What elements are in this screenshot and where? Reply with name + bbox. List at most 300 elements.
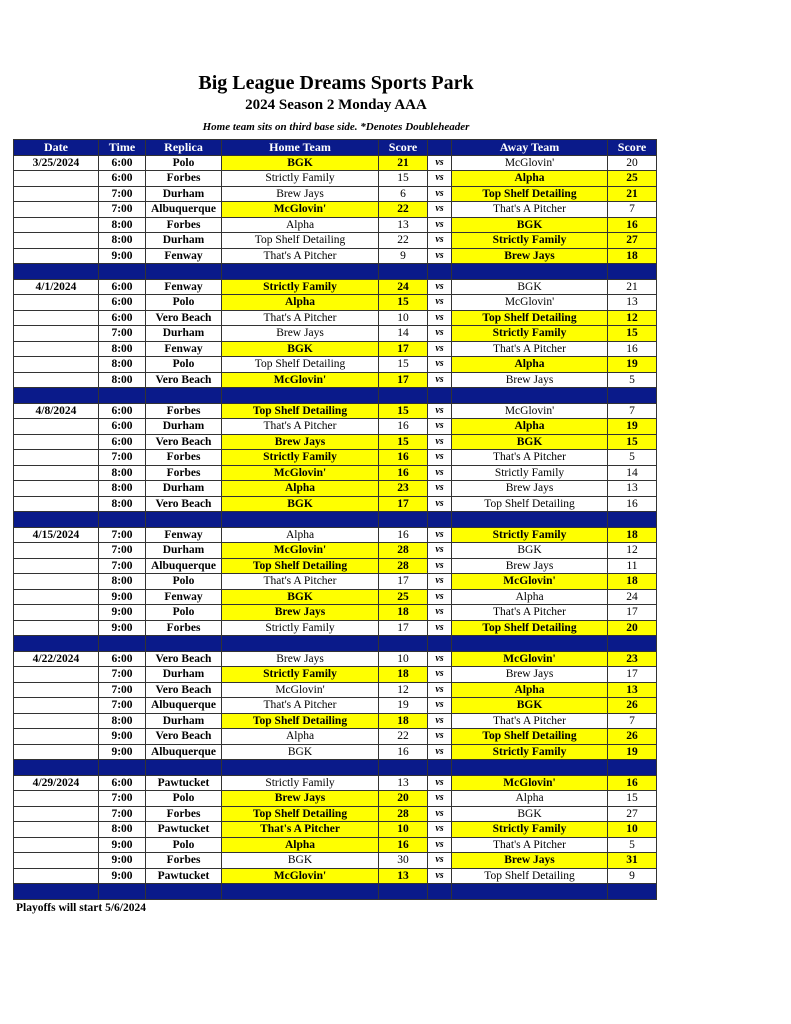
vs-cell: vs (428, 527, 452, 543)
home-team-cell: McGlovin' (222, 465, 379, 481)
home-team-cell: McGlovin' (222, 868, 379, 884)
home-score-cell: 18 (379, 667, 428, 683)
home-team-cell: Strictly Family (222, 450, 379, 466)
separator-cell (14, 636, 99, 652)
header-row (14, 140, 657, 156)
game-row (14, 326, 657, 342)
home-score-cell: 23 (379, 481, 428, 497)
schedule-note: Home team sits on third base side. *Denotes Doubleheader (202, 121, 470, 133)
home-score-cell: 30 (379, 853, 428, 869)
game-row (14, 667, 657, 683)
replica-field-cell: Fenway (146, 248, 222, 264)
vs-cell: vs (428, 496, 452, 512)
header-replica: Replica (146, 140, 222, 156)
date-cell (14, 729, 99, 745)
home-team-cell: That's A Pitcher (222, 248, 379, 264)
away-team-cell: Top Shelf Detailing (452, 729, 608, 745)
away-score-cell: 26 (608, 698, 657, 714)
vs-cell: vs (428, 248, 452, 264)
game-row (14, 651, 657, 667)
time-cell: 7:00 (99, 527, 146, 543)
away-team-cell: Alpha (452, 589, 608, 605)
vs-cell: vs (428, 186, 452, 202)
game-row (14, 186, 657, 202)
time-cell: 8:00 (99, 822, 146, 838)
home-team-cell: McGlovin' (222, 372, 379, 388)
time-cell: 6:00 (99, 155, 146, 171)
away-score-cell: 14 (608, 465, 657, 481)
time-cell: 9:00 (99, 868, 146, 884)
away-team-cell: McGlovin' (452, 295, 608, 311)
separator-cell (14, 884, 99, 900)
date-cell: 4/1/2024 (14, 279, 99, 295)
separator-cell (452, 760, 608, 776)
away-team-cell: Top Shelf Detailing (452, 496, 608, 512)
date-cell (14, 450, 99, 466)
separator-cell (99, 760, 146, 776)
time-cell: 9:00 (99, 605, 146, 621)
vs-cell: vs (428, 713, 452, 729)
vs-cell: vs (428, 698, 452, 714)
replica-field-cell: Forbes (146, 403, 222, 419)
replica-field-cell: Durham (146, 233, 222, 249)
away-team-cell: Brew Jays (452, 667, 608, 683)
separator-cell (99, 636, 146, 652)
date-cell (14, 310, 99, 326)
game-row (14, 822, 657, 838)
game-row (14, 450, 657, 466)
away-score-cell: 7 (608, 403, 657, 419)
game-row (14, 605, 657, 621)
replica-field-cell: Albuquerque (146, 202, 222, 218)
away-team-cell: Strictly Family (452, 744, 608, 760)
home-team-cell: McGlovin' (222, 202, 379, 218)
away-score-cell: 19 (608, 419, 657, 435)
date-cell (14, 868, 99, 884)
away-score-cell: 18 (608, 574, 657, 590)
away-team-cell: Brew Jays (452, 481, 608, 497)
time-cell: 7:00 (99, 558, 146, 574)
replica-field-cell: Polo (146, 357, 222, 373)
away-score-cell: 11 (608, 558, 657, 574)
game-row (14, 744, 657, 760)
vs-cell: vs (428, 775, 452, 791)
time-cell: 6:00 (99, 295, 146, 311)
week-separator (14, 636, 657, 652)
home-score-cell: 14 (379, 326, 428, 342)
away-score-cell: 24 (608, 589, 657, 605)
vs-cell: vs (428, 791, 452, 807)
vs-cell: vs (428, 372, 452, 388)
away-score-cell: 21 (608, 279, 657, 295)
date-cell (14, 465, 99, 481)
time-cell: 8:00 (99, 217, 146, 233)
separator-cell (452, 884, 608, 900)
away-score-cell: 31 (608, 853, 657, 869)
date-cell (14, 620, 99, 636)
game-row (14, 853, 657, 869)
home-score-cell: 15 (379, 357, 428, 373)
date-cell (14, 217, 99, 233)
date-cell (14, 341, 99, 357)
game-row (14, 155, 657, 171)
away-team-cell: McGlovin' (452, 574, 608, 590)
separator-cell (99, 388, 146, 404)
header-date: Date (14, 140, 99, 156)
away-team-cell: Top Shelf Detailing (452, 868, 608, 884)
away-team-cell: McGlovin' (452, 155, 608, 171)
separator-cell (379, 636, 428, 652)
date-cell (14, 295, 99, 311)
replica-field-cell: Forbes (146, 465, 222, 481)
home-score-cell: 24 (379, 279, 428, 295)
time-cell: 7:00 (99, 450, 146, 466)
game-row (14, 202, 657, 218)
vs-cell: vs (428, 202, 452, 218)
replica-field-cell: Durham (146, 713, 222, 729)
vs-cell: vs (428, 682, 452, 698)
time-cell: 9:00 (99, 744, 146, 760)
date-cell (14, 434, 99, 450)
replica-field-cell: Durham (146, 419, 222, 435)
home-score-cell: 13 (379, 868, 428, 884)
away-score-cell: 21 (608, 186, 657, 202)
home-score-cell: 16 (379, 837, 428, 853)
away-score-cell: 23 (608, 651, 657, 667)
separator-cell (222, 760, 379, 776)
vs-cell: vs (428, 326, 452, 342)
home-score-cell: 16 (379, 450, 428, 466)
home-score-cell: 28 (379, 806, 428, 822)
game-row (14, 698, 657, 714)
away-team-cell: Top Shelf Detailing (452, 186, 608, 202)
home-score-cell: 25 (379, 589, 428, 605)
time-cell: 7:00 (99, 667, 146, 683)
away-team-cell: Strictly Family (452, 465, 608, 481)
replica-field-cell: Polo (146, 295, 222, 311)
separator-cell (452, 388, 608, 404)
vs-cell: vs (428, 822, 452, 838)
replica-field-cell: Polo (146, 155, 222, 171)
time-cell: 8:00 (99, 713, 146, 729)
time-cell: 7:00 (99, 202, 146, 218)
time-cell: 6:00 (99, 651, 146, 667)
game-row (14, 419, 657, 435)
vs-cell: vs (428, 419, 452, 435)
home-team-cell: Top Shelf Detailing (222, 403, 379, 419)
separator-cell (14, 264, 99, 280)
away-score-cell: 15 (608, 791, 657, 807)
vs-cell: vs (428, 667, 452, 683)
home-team-cell: Top Shelf Detailing (222, 713, 379, 729)
home-score-cell: 17 (379, 372, 428, 388)
time-cell: 8:00 (99, 465, 146, 481)
vs-cell: vs (428, 651, 452, 667)
away-score-cell: 27 (608, 806, 657, 822)
date-cell (14, 837, 99, 853)
date-cell (14, 667, 99, 683)
home-score-cell: 19 (379, 698, 428, 714)
home-team-cell: That's A Pitcher (222, 310, 379, 326)
home-team-cell: That's A Pitcher (222, 419, 379, 435)
away-score-cell: 16 (608, 496, 657, 512)
home-team-cell: BGK (222, 589, 379, 605)
home-score-cell: 15 (379, 434, 428, 450)
separator-cell (379, 760, 428, 776)
playoffs-note: Playoffs will start 5/6/2024 (16, 902, 146, 914)
game-row (14, 729, 657, 745)
time-cell: 6:00 (99, 775, 146, 791)
home-score-cell: 10 (379, 822, 428, 838)
home-team-cell: Brew Jays (222, 791, 379, 807)
game-row (14, 310, 657, 326)
time-cell: 8:00 (99, 233, 146, 249)
home-team-cell: Top Shelf Detailing (222, 233, 379, 249)
page-subtitle: 2024 Season 2 Monday AAA (245, 97, 427, 113)
home-score-cell: 16 (379, 744, 428, 760)
separator-cell (99, 884, 146, 900)
home-team-cell: Alpha (222, 729, 379, 745)
away-team-cell: Brew Jays (452, 558, 608, 574)
home-team-cell: That's A Pitcher (222, 574, 379, 590)
date-cell (14, 481, 99, 497)
home-team-cell: Strictly Family (222, 279, 379, 295)
away-team-cell: Top Shelf Detailing (452, 310, 608, 326)
time-cell: 7:00 (99, 698, 146, 714)
replica-field-cell: Durham (146, 326, 222, 342)
home-score-cell: 17 (379, 574, 428, 590)
home-team-cell: Alpha (222, 481, 379, 497)
home-score-cell: 15 (379, 171, 428, 187)
date-cell (14, 605, 99, 621)
separator-cell (222, 636, 379, 652)
away-score-cell: 15 (608, 434, 657, 450)
home-score-cell: 22 (379, 729, 428, 745)
replica-field-cell: Pawtucket (146, 775, 222, 791)
time-cell: 8:00 (99, 341, 146, 357)
week-separator (14, 512, 657, 528)
away-team-cell: Strictly Family (452, 326, 608, 342)
date-cell (14, 186, 99, 202)
separator-cell (428, 512, 452, 528)
vs-cell: vs (428, 217, 452, 233)
away-score-cell: 19 (608, 357, 657, 373)
vs-cell: vs (428, 589, 452, 605)
vs-cell: vs (428, 620, 452, 636)
time-cell: 9:00 (99, 853, 146, 869)
away-team-cell: McGlovin' (452, 651, 608, 667)
away-team-cell: BGK (452, 217, 608, 233)
game-row (14, 217, 657, 233)
date-cell: 4/8/2024 (14, 403, 99, 419)
time-cell: 8:00 (99, 357, 146, 373)
separator-cell (146, 884, 222, 900)
replica-field-cell: Durham (146, 667, 222, 683)
separator-cell (608, 884, 657, 900)
away-score-cell: 16 (608, 217, 657, 233)
home-team-cell: Strictly Family (222, 171, 379, 187)
replica-field-cell: Durham (146, 186, 222, 202)
game-row (14, 574, 657, 590)
game-row (14, 868, 657, 884)
separator-cell (379, 884, 428, 900)
separator-cell (99, 512, 146, 528)
replica-field-cell: Albuquerque (146, 558, 222, 574)
home-team-cell: Brew Jays (222, 605, 379, 621)
replica-field-cell: Fenway (146, 589, 222, 605)
away-score-cell: 17 (608, 667, 657, 683)
home-team-cell: Top Shelf Detailing (222, 558, 379, 574)
vs-cell: vs (428, 434, 452, 450)
game-row (14, 558, 657, 574)
away-score-cell: 7 (608, 202, 657, 218)
vs-cell: vs (428, 295, 452, 311)
separator-cell (146, 760, 222, 776)
away-team-cell: Strictly Family (452, 822, 608, 838)
date-cell (14, 357, 99, 373)
replica-field-cell: Pawtucket (146, 868, 222, 884)
vs-cell: vs (428, 574, 452, 590)
away-team-cell: That's A Pitcher (452, 202, 608, 218)
game-row (14, 434, 657, 450)
date-cell (14, 744, 99, 760)
vs-cell: vs (428, 310, 452, 326)
separator-cell (222, 388, 379, 404)
separator-cell (99, 264, 146, 280)
schedule-table (13, 139, 657, 900)
game-row (14, 481, 657, 497)
home-team-cell: BGK (222, 853, 379, 869)
date-cell (14, 248, 99, 264)
away-score-cell: 9 (608, 868, 657, 884)
game-row (14, 496, 657, 512)
vs-cell: vs (428, 341, 452, 357)
replica-field-cell: Pawtucket (146, 822, 222, 838)
date-cell (14, 574, 99, 590)
separator-cell (608, 512, 657, 528)
vs-cell: vs (428, 279, 452, 295)
vs-cell: vs (428, 806, 452, 822)
separator-cell (14, 512, 99, 528)
home-team-cell: That's A Pitcher (222, 822, 379, 838)
date-cell (14, 698, 99, 714)
separator-cell (146, 512, 222, 528)
game-row (14, 589, 657, 605)
away-team-cell: Alpha (452, 419, 608, 435)
away-team-cell: BGK (452, 806, 608, 822)
date-cell: 4/22/2024 (14, 651, 99, 667)
game-row (14, 372, 657, 388)
date-cell (14, 326, 99, 342)
date-cell: 4/29/2024 (14, 775, 99, 791)
header-time: Time (99, 140, 146, 156)
home-score-cell: 17 (379, 620, 428, 636)
replica-field-cell: Fenway (146, 527, 222, 543)
time-cell: 9:00 (99, 589, 146, 605)
home-team-cell: McGlovin' (222, 543, 379, 559)
separator-cell (146, 388, 222, 404)
game-row (14, 248, 657, 264)
time-cell: 6:00 (99, 434, 146, 450)
vs-cell: vs (428, 450, 452, 466)
separator-cell (452, 512, 608, 528)
game-row (14, 357, 657, 373)
game-row (14, 465, 657, 481)
header-home-score: Score (379, 140, 428, 156)
replica-field-cell: Albuquerque (146, 698, 222, 714)
away-team-cell: Alpha (452, 171, 608, 187)
date-cell (14, 202, 99, 218)
separator-cell (379, 264, 428, 280)
separator-cell (428, 264, 452, 280)
away-score-cell: 12 (608, 543, 657, 559)
time-cell: 9:00 (99, 837, 146, 853)
away-team-cell: BGK (452, 698, 608, 714)
replica-field-cell: Polo (146, 837, 222, 853)
away-team-cell: BGK (452, 279, 608, 295)
time-cell: 6:00 (99, 171, 146, 187)
home-score-cell: 10 (379, 310, 428, 326)
home-team-cell: Brew Jays (222, 326, 379, 342)
time-cell: 8:00 (99, 496, 146, 512)
home-score-cell: 22 (379, 202, 428, 218)
separator-cell (608, 264, 657, 280)
date-cell (14, 806, 99, 822)
home-score-cell: 20 (379, 791, 428, 807)
away-team-cell: McGlovin' (452, 403, 608, 419)
home-score-cell: 28 (379, 543, 428, 559)
away-team-cell: BGK (452, 543, 608, 559)
replica-field-cell: Vero Beach (146, 372, 222, 388)
away-score-cell: 13 (608, 481, 657, 497)
replica-field-cell: Vero Beach (146, 434, 222, 450)
replica-field-cell: Durham (146, 543, 222, 559)
game-row (14, 806, 657, 822)
away-team-cell: Top Shelf Detailing (452, 620, 608, 636)
away-score-cell: 20 (608, 155, 657, 171)
separator-cell (608, 636, 657, 652)
away-team-cell: Brew Jays (452, 248, 608, 264)
page-title: Big League Dreams Sports Park (198, 72, 474, 94)
date-cell (14, 543, 99, 559)
time-cell: 8:00 (99, 372, 146, 388)
vs-cell: vs (428, 729, 452, 745)
separator-cell (146, 264, 222, 280)
vs-cell: vs (428, 233, 452, 249)
replica-field-cell: Polo (146, 791, 222, 807)
separator-cell (222, 264, 379, 280)
home-score-cell: 12 (379, 682, 428, 698)
replica-field-cell: Vero Beach (146, 310, 222, 326)
date-cell (14, 791, 99, 807)
home-score-cell: 16 (379, 419, 428, 435)
home-team-cell: Top Shelf Detailing (222, 806, 379, 822)
vs-cell: vs (428, 853, 452, 869)
game-row (14, 295, 657, 311)
separator-cell (14, 388, 99, 404)
away-team-cell: That's A Pitcher (452, 605, 608, 621)
home-team-cell: McGlovin' (222, 682, 379, 698)
time-cell: 6:00 (99, 279, 146, 295)
away-score-cell: 17 (608, 605, 657, 621)
home-score-cell: 17 (379, 496, 428, 512)
away-team-cell: Alpha (452, 682, 608, 698)
date-cell (14, 233, 99, 249)
replica-field-cell: Durham (146, 481, 222, 497)
separator-cell (146, 636, 222, 652)
time-cell: 7:00 (99, 806, 146, 822)
home-team-cell: That's A Pitcher (222, 698, 379, 714)
